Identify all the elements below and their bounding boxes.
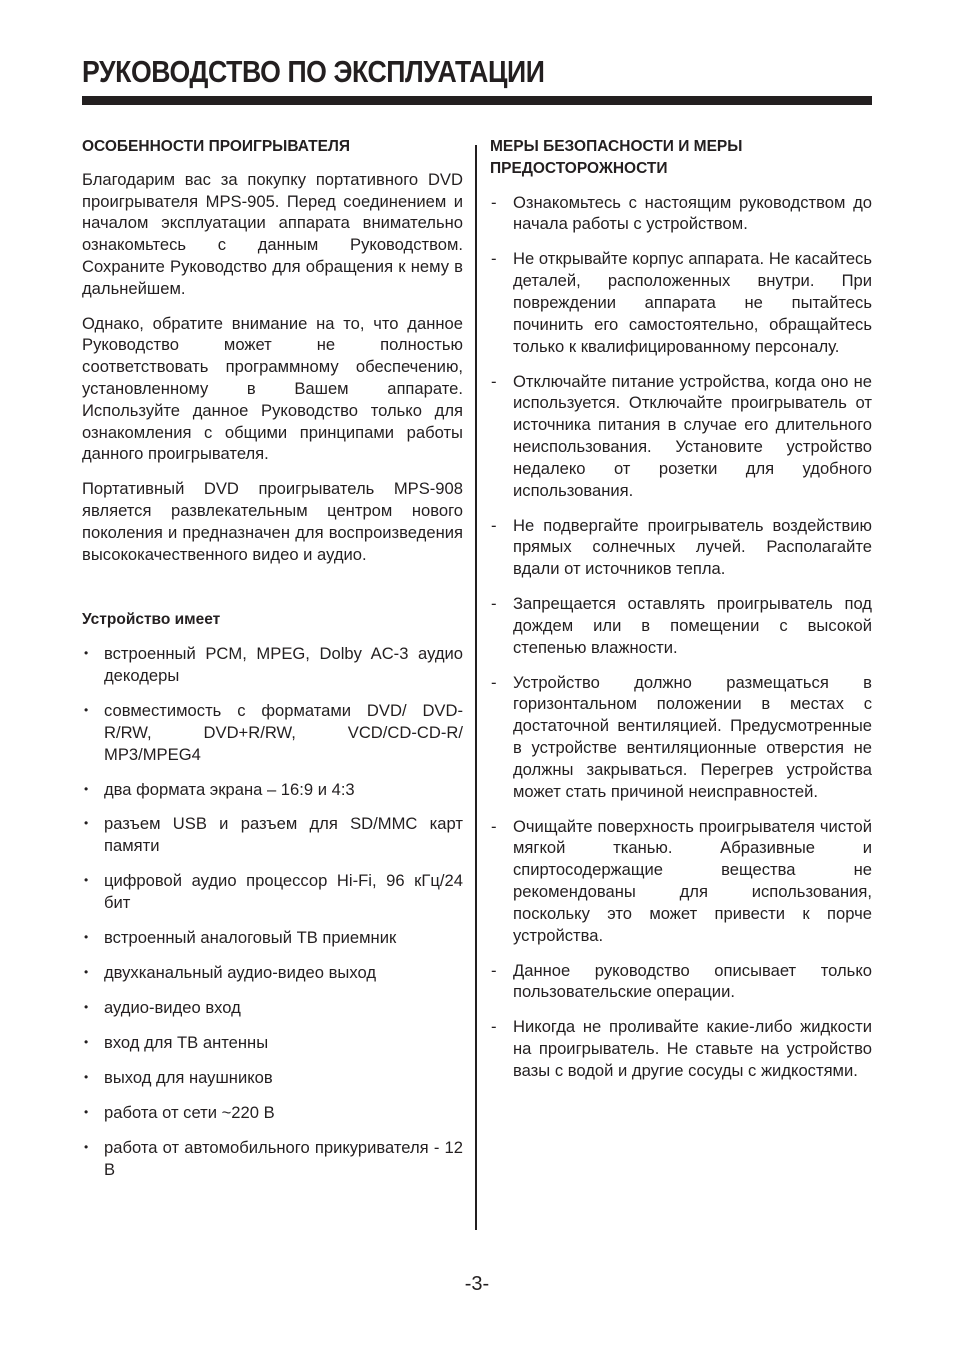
feature-item: • выход для наушников: [84, 1067, 273, 1087]
bullet-icon: •: [84, 816, 89, 831]
feature-item: • вход для ТВ антенны: [84, 1033, 269, 1052]
section-heading-safety: МЕРЫ БЕЗОПАСНОСТИ И МЕРЫ ПРЕДОСТОРОЖНОСТИ: [490, 138, 743, 177]
features-list: [82, 643, 463, 1180]
dash-icon: -: [491, 249, 497, 269]
feature-item: • цифровой аудио процессор Hi-Fi, 96 кГц/24 бит: [84, 871, 463, 913]
intro-paragraph-2: Однако, обратите внимание на то, что данное Руководство может не полностью соответствовать программному обеспечению, установленному в Вашем аппарате. Используйте данное Руководство только для ознакомления с общими принципами работы данного проигрывателя.: [82, 313, 463, 464]
feature-item: • встроенный PCM, MPEG, Dolby AC-3 аудио декодеры: [84, 644, 463, 685]
feature-item: • совместимость с форматами DVD/ DVD-R/RW, DVD+R/RW, VCD/CD-CD-R/ MP3/MPEG4: [84, 700, 463, 764]
safety-item: - Ознакомьтесь с настоящим руководством до начала работы с устройством.: [491, 192, 872, 234]
bullet-icon: •: [84, 873, 89, 888]
safety-item: - Отключайте питание устройства, когда оно не используется. Отключайте проигрыватель от источника питания в случае его длительного неиспользования. Установите устройство недалеко от розетки для удобного использования.: [491, 371, 872, 500]
feature-item: • два формата экрана – 16:9 и 4:3: [84, 779, 355, 799]
bullet-icon: •: [84, 646, 89, 661]
dash-icon: -: [491, 515, 497, 535]
feature-item: • работа от автомобильного прикуривателя - 12 В: [84, 1137, 463, 1179]
features-subheading: Устройство имеет: [82, 611, 221, 629]
dash-icon: -: [491, 960, 497, 980]
safety-item: - Данное руководство описывает только пользовательские операции.: [491, 960, 872, 1002]
bullet-icon: •: [84, 1069, 89, 1084]
dash-icon: -: [491, 371, 497, 391]
page-number: -3-: [464, 1273, 490, 1295]
dash-icon: -: [491, 594, 497, 614]
safety-item: - Не открывайте корпус аппарата. Не касайтесь деталей, расположенных внутри. При повреждении аппарата не пытайтесь починить его самостоятельно, обращайтесь только к квалифицированному персоналу.: [491, 249, 872, 356]
bullet-icon: •: [84, 781, 89, 796]
column-divider: [475, 145, 477, 1230]
intro-paragraph-1: Благодарим вас за покупку портативного DVD проигрывателя MPS-905. Перед соединением и началом эксплуатации аппарата внимательно ознакомьтесь с данным Руководством. Сохраните Руководство для обращения к нему в дальнейшем.: [82, 169, 463, 298]
bullet-icon: •: [84, 1139, 89, 1154]
bullet-icon: •: [84, 1000, 89, 1015]
feature-item: • встроенный аналоговый ТВ приемник: [84, 928, 397, 948]
title-underline-bar: [82, 96, 872, 105]
dash-icon: -: [491, 192, 497, 212]
page-title: РУКОВОДСТВО ПО ЭКСПЛУАТАЦИИ: [82, 54, 545, 89]
dash-icon: -: [491, 816, 497, 836]
bullet-icon: •: [84, 1035, 89, 1049]
safety-item: - Очищайте поверхность проигрывателя чистой мягкой тканью. Абразивные и спиртосодержащие вещества не рекомендованы для использования, поскольку это может привести к порче устройства.: [491, 816, 872, 945]
dash-icon: -: [491, 1017, 497, 1037]
safety-item: - Никогда не проливайте какие-либо жидкости на проигрыватель. Не ставьте на устройство вазы с водой и другие сосуды с жидкостями.: [491, 1017, 872, 1080]
bullet-icon: •: [84, 965, 89, 980]
bullet-icon: •: [84, 702, 89, 717]
bullet-icon: •: [84, 1104, 89, 1119]
safety-list: [490, 192, 872, 1082]
safety-item: - Устройство должно размещаться в горизонтальном положении в местах с достаточной вентиляцией. Предусмотренные в устройстве вентиляционные отверстия не должны закрываться. Перегрев устройства может стать причиной неисправностей.: [491, 672, 872, 801]
dash-icon: -: [491, 672, 497, 692]
left-column: [82, 136, 463, 1194]
right-column: [490, 136, 872, 1095]
safety-item: - Не подвергайте проигрыватель воздействию прямых солнечных лучей. Располагайте вдали от источников тепла.: [491, 515, 872, 579]
safety-item: - Запрещается оставлять проигрыватель под дождем или в помещении с высокой степенью влажности.: [491, 594, 872, 657]
feature-item: • двухканальный аудио-видео выход: [84, 963, 376, 983]
intro-paragraph-3: Портативный DVD проигрыватель MPS-908 является развлекательным центром нового поколения и предназначен для воспроизведения высококачественного видео и аудио.: [82, 479, 463, 564]
bullet-icon: •: [84, 930, 89, 945]
feature-item: • работа от сети ~220 В: [84, 1102, 275, 1122]
section-heading-features: ОСОБЕННОСТИ ПРОИГРЫВАТЕЛЯ: [82, 138, 351, 155]
feature-item: • аудио-видео вход: [84, 998, 241, 1018]
feature-item: • разъем USB и разъем для SD/MMC карт памяти: [84, 814, 463, 856]
